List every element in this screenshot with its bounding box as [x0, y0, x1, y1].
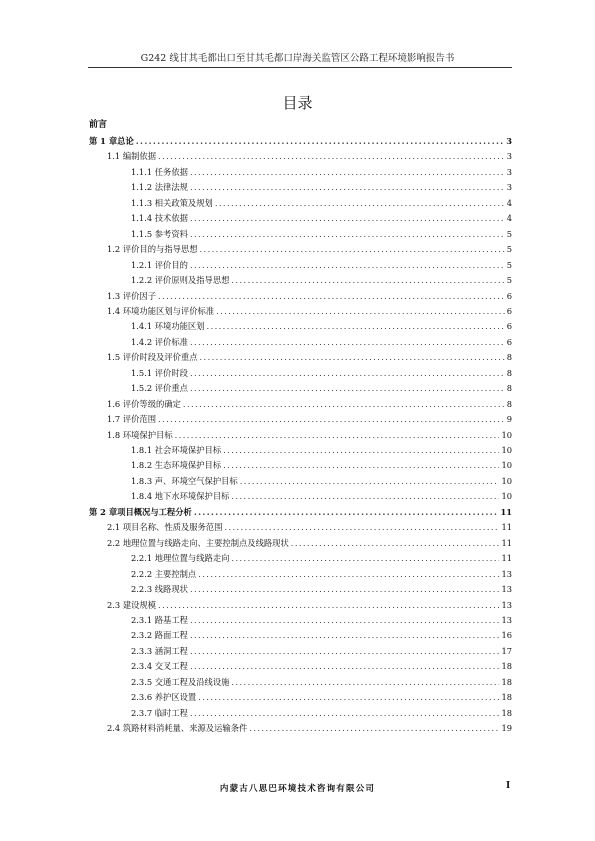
- toc-entry[interactable]: [131, 460, 512, 471]
- toc-entry-page: 10: [501, 460, 512, 471]
- toc-dot-leader: [198, 692, 499, 703]
- toc-preface-link[interactable]: 前言: [89, 120, 108, 130]
- toc-entry-page: 13: [501, 584, 512, 595]
- toc-dot-leader: [190, 167, 505, 178]
- toc-entry-title: 1.5.2 评价重点: [131, 383, 188, 394]
- footer-page-number: I: [506, 781, 511, 791]
- toc-entry-page: 6: [506, 321, 512, 332]
- toc-dot-leader: [198, 569, 499, 580]
- toc-entry-page: 18: [501, 661, 512, 672]
- toc-entry-title: 2.3.7 临时工程: [131, 707, 188, 718]
- toc-entry[interactable]: [131, 646, 512, 657]
- toc-dot-leader: [158, 151, 505, 162]
- toc-entry-page: 8: [506, 352, 512, 363]
- toc-entry-title: 1.3 评价因子: [107, 290, 157, 301]
- toc-entry[interactable]: [131, 321, 512, 332]
- toc-entry[interactable]: [107, 522, 512, 533]
- toc-dot-leader: [158, 600, 499, 611]
- toc-dot-leader: [158, 414, 505, 425]
- toc-entry-title: 1.2.1 评价目的: [131, 259, 188, 270]
- toc-dot-leader: [158, 291, 505, 302]
- toc-entry-page: 11: [501, 553, 512, 564]
- toc-dot-leader: [190, 182, 505, 193]
- toc-entry-page: 11: [500, 506, 512, 517]
- toc-entry[interactable]: [131, 213, 512, 224]
- toc-entry-title: 1.1.4 技术依据: [131, 213, 188, 224]
- toc-entry[interactable]: [131, 677, 512, 688]
- toc-entry[interactable]: [131, 476, 512, 487]
- toc-entry[interactable]: [107, 352, 512, 363]
- toc-entry-title: 1.4.2 评价标准: [131, 336, 188, 347]
- toc-dot-leader: [190, 337, 505, 348]
- toc-entry-page: 16: [501, 630, 512, 641]
- toc-entry-page: 10: [501, 445, 512, 455]
- toc-entry-title: 1.2 评价目的与指导思想: [107, 244, 198, 255]
- toc-entry-title: 2.2.2 主要控制点: [131, 568, 197, 579]
- toc-entry-title: 1.1.2 法律法规: [131, 182, 188, 193]
- toc-dot-leader: [190, 229, 505, 240]
- toc-entry-page: 6: [506, 290, 512, 301]
- toc-entry-page: 10: [501, 491, 512, 502]
- toc-entry[interactable]: [131, 182, 512, 193]
- toc-entry-title: 第 1 章总论: [89, 136, 134, 146]
- toc-entry[interactable]: [107, 151, 512, 162]
- toc-entry[interactable]: [131, 260, 512, 271]
- toc-entry-title: 2.2.3 线路现状: [131, 584, 188, 595]
- toc-dot-leader: [240, 476, 500, 487]
- toc-entry-page: 9: [506, 414, 512, 425]
- toc-dot-leader: [231, 491, 499, 502]
- toc-entry-title: 1.6 评价等级的确定: [107, 398, 181, 409]
- toc-entry-page: 18: [501, 707, 512, 718]
- toc-chapter-entry[interactable]: [89, 136, 512, 147]
- toc-entry-page: 5: [506, 244, 512, 255]
- toc-chapter-entry[interactable]: [89, 507, 512, 518]
- toc-dot-leader: [190, 383, 505, 394]
- toc-entry-page: 17: [501, 645, 512, 656]
- toc-entry[interactable]: [107, 723, 512, 734]
- toc-entry-title: 1.2.2 评价原则及指导思想: [131, 275, 230, 286]
- toc-entry[interactable]: [131, 569, 512, 580]
- toc-entry[interactable]: [131, 229, 512, 240]
- toc-entry-page: 18: [501, 692, 512, 703]
- header-title: G242 线甘其毛都出口至甘其毛都口岸海关监管区公路工程环境影响报告书: [140, 53, 455, 64]
- toc-entry-title: 2.3.1 路基工程: [131, 614, 188, 625]
- toc-dot-leader: [207, 321, 505, 332]
- toc-entry[interactable]: [131, 584, 512, 595]
- toc-entry-page: 6: [506, 336, 512, 347]
- toc-entry-title: 2.3.2 路面工程: [131, 630, 188, 641]
- toc-dot-leader: [190, 630, 500, 641]
- toc-dot-leader: [190, 615, 500, 626]
- toc-dot-leader: [175, 430, 500, 441]
- toc-entry-page: 11: [501, 522, 512, 533]
- toc-dot-leader: [190, 213, 505, 224]
- toc-entry[interactable]: [107, 414, 512, 425]
- toc-entry-title: 1.1.3 相关政策及规划: [131, 197, 213, 208]
- toc-entry-page: 11: [501, 537, 512, 548]
- toc-entry[interactable]: [131, 692, 512, 703]
- toc-entry-page: 10: [501, 475, 512, 486]
- toc-entry-page: 18: [501, 676, 512, 687]
- toc-entry[interactable]: [107, 600, 512, 611]
- toc-entry[interactable]: [131, 615, 512, 626]
- toc-dot-leader: [194, 507, 499, 518]
- toc-entry-page: 13: [501, 568, 512, 579]
- toc-entry-page: 5: [506, 259, 512, 270]
- toc-entry[interactable]: [131, 553, 512, 564]
- toc-entry[interactable]: [107, 399, 512, 410]
- toc-dot-leader: [231, 275, 504, 286]
- toc-entry[interactable]: [107, 244, 512, 255]
- toc-entry-title: 2.2 地理位置与线路走向、主要控制点及线路现状: [107, 537, 289, 548]
- toc-dot-leader: [190, 646, 500, 657]
- toc-entry-title: 第 2 章项目概况与工程分析: [89, 506, 192, 517]
- toc-entry-page: 13: [501, 614, 512, 625]
- toc-entry-page: 10: [501, 429, 512, 440]
- toc-dot-leader: [231, 553, 499, 564]
- toc-entry-title: 1.1.1 任务依据: [131, 166, 188, 177]
- toc-entry-title: 2.3.4 交叉工程: [131, 661, 188, 672]
- toc-entry[interactable]: [131, 445, 512, 456]
- toc-entry[interactable]: [131, 337, 512, 348]
- toc-entry-title: 2.4 筑路材料消耗量、来源及运输条件: [107, 723, 248, 734]
- toc-entry-title: 1.1.5 参考资料: [131, 228, 188, 239]
- toc-dot-leader: [190, 260, 505, 271]
- toc-dot-leader: [200, 352, 505, 363]
- toc-entry-page: 5: [506, 275, 512, 286]
- toc-entry-page: 19: [501, 723, 512, 734]
- toc-entry[interactable]: [131, 275, 512, 286]
- footer-company: 内蒙古八思巴环境技术咨询有限公司: [219, 784, 376, 794]
- toc-dot-leader: [190, 584, 500, 595]
- toc-entry-page: 13: [501, 599, 512, 610]
- toc-entry[interactable]: [131, 630, 512, 641]
- toc-entry-title: 1.5 评价时段及评价重点: [107, 352, 198, 363]
- toc-entry-title: 1.8.3 声、环境空气保护目标: [131, 475, 238, 486]
- toc-entry-title: 2.3.5 交通工程及沿线设施: [131, 676, 230, 687]
- toc-dot-leader: [249, 723, 499, 734]
- toc-entry-page: 4: [506, 197, 512, 208]
- toc-dot-leader: [216, 306, 505, 317]
- toc-entry-title: 2.3.3 涵洞工程: [131, 645, 188, 656]
- toc-entry-title: 2.1 项目名称、性质及服务范围: [107, 522, 223, 533]
- toc-entry[interactable]: [131, 198, 512, 209]
- toc-entry-page: 6: [506, 305, 512, 316]
- toc-dot-leader: [190, 368, 505, 379]
- toc-entry-title: 2.2.1 地理位置与线路走向: [131, 553, 230, 564]
- toc-dot-leader: [231, 677, 499, 688]
- toc-entry-title: 1.1 编制依据: [107, 151, 157, 162]
- toc-entry-title: 1.5.1 评价时段: [131, 367, 188, 378]
- toc-entry-page: 3: [506, 136, 512, 146]
- toc-entry[interactable]: [107, 430, 512, 441]
- toc-entry-title: 1.8.2 生态环境保护目标: [131, 460, 222, 471]
- toc-entry[interactable]: [131, 491, 512, 502]
- toc-entry[interactable]: [131, 708, 512, 719]
- toc-entry[interactable]: [131, 383, 512, 394]
- toc-dot-leader: [291, 538, 500, 549]
- toc-dot-leader: [223, 445, 499, 456]
- toc-entry-title: 1.8 环境保护目标: [107, 429, 173, 440]
- toc-entry-title: 1.4 环境功能区划与评价标准: [107, 305, 215, 316]
- toc-entry-page: 8: [506, 398, 512, 409]
- toc-entry[interactable]: [131, 661, 512, 672]
- toc-dot-leader: [215, 198, 505, 209]
- toc-entry-title: 1.8.1 社会环境保护目标: [131, 445, 222, 455]
- toc-entry-page: 8: [506, 383, 512, 394]
- toc-entry-title: 2.3.6 养护区设置: [131, 692, 197, 703]
- header-rule: [88, 67, 512, 68]
- toc-dot-leader: [183, 399, 505, 410]
- toc-entry-title: 1.7 评价范围: [107, 414, 157, 425]
- toc-dot-leader: [190, 708, 500, 719]
- toc-entry[interactable]: [131, 167, 512, 178]
- toc-entry-page: 3: [506, 182, 512, 193]
- toc-dot-leader: [190, 661, 500, 672]
- toc-entry-title: 1.4.1 环境功能区划: [131, 321, 205, 332]
- toc-dot-leader: [223, 460, 499, 471]
- toc-title: 目录: [282, 94, 313, 112]
- toc-entry-title: 2.3 建设规模: [107, 599, 157, 610]
- toc-entry-page: 3: [506, 151, 512, 162]
- toc-dot-leader: [200, 244, 505, 255]
- toc-entry[interactable]: [131, 368, 512, 379]
- toc-entry-title: 1.8.4 地下水环境保护目标: [131, 491, 230, 502]
- toc-dot-leader: [136, 136, 504, 147]
- toc-entry-page: 4: [506, 213, 512, 224]
- toc-entry-page: 5: [506, 228, 512, 239]
- toc-entry-page: 3: [506, 166, 512, 177]
- toc-entry[interactable]: [107, 538, 512, 549]
- toc-entry-page: 8: [506, 367, 512, 378]
- toc-entry[interactable]: [107, 306, 512, 317]
- toc-entry[interactable]: [107, 291, 512, 302]
- toc-dot-leader: [224, 522, 499, 533]
